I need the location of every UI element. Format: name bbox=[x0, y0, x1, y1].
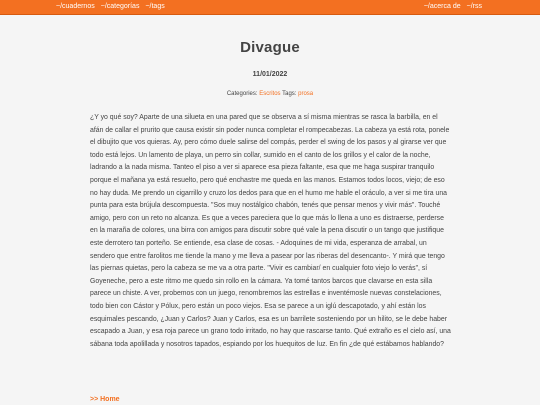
nav-link-acerca-de[interactable]: ~/acerca de bbox=[423, 3, 461, 10]
categories-label: Categories: bbox=[226, 91, 258, 97]
post-date: 11/01/2022 bbox=[252, 71, 288, 78]
category-link[interactable]: Escritos bbox=[259, 91, 281, 97]
nav-left-group bbox=[56, 0, 171, 14]
top-nav-bar bbox=[0, 0, 540, 15]
post-body: ¿Y yo qué soy? Aparte de una silueta en una pared que se observa a sí misma mientras se rasca la barbilla, en el afán de callar el prurito que causa existir sin poder nunca completar el rompecabezas. La cabeza ya está rota, ponele el dibujito que vos quieras. Ay, pero cómo duele salirse del compás, perder el swing de los pasos y al girarse ver que todo está lejos. Un lamento de playa, un perro sin collar, sumido en el canto de los grillos y el calor de la noche, ladrando a la nada misma. Tanteo el piso a ver si aparece esa pieza faltante, esa que me haga suspirar tranquilo porque el mañana ya está resuelto, pero qué enchastre me queda en las manos. Estamos todos locos, viejo; de eso no hay duda. Me prendo un cigarrillo y cruzo los dedos para que en el humo me hable el oráculo, a ver si me tira una punta para esta brújula descompuesta. "Sos muy nostálgico chabón, tenés que pensar menos y vivir más". Touché amigo, pero con un reto no alcanza. Es que a veces pareciera que lo que más lo llena a uno es distraerse, perderse en la maraña de colores, una birra con amigos para discutir sobre qué vale la pena discutir o un tango que justifique este derrotero tan porteño. Se entiende, esa clase de cosas. - Adoquines de mi vida, esperanza de arrabal, un sendero que entre farolitos me tiende la mano y me lleva a pasear por las riberas del desencanto-. Y mirá que tengo las piernas quietas, pero la cabeza se me va a otra parte. "Vivir es cambiar/ en cualquier foto viejo lo verás", sí Goyeneche, pero a este ritmo me quedo sin rollo en la cámara. Ya tomé tantos barcos que clavarse en esta silla parece un chiste. A ver, probemos con un juego, renombremos las estrellas e inventémosle nuevas constelaciones, todo bien con Cástor y Pólux, pero están un poco viejos. Esa se parece a un iglú descapotado, y ahí están los esquimales pescando, ¿Juan y Carlos? Juan y Carlos, esa es un barrilete sosteniendo por un hilito, se le debe haber escapado a Juan, y esa roja parece un grano todo irritado, no hay que rascarse tanto. Qué extraño es el cielo así, una sábana toda apolillada y nosotros tapados, espiando por los huequitos de luz. En fin ¿de qué estábamos hablando? bbox=[90, 114, 451, 348]
nav-link-cuadernos[interactable]: ~/cuadernos bbox=[56, 3, 95, 10]
nav-link-tags[interactable]: ~/tags bbox=[145, 3, 165, 10]
nav-link-categorias[interactable]: ~/categorías bbox=[100, 3, 140, 10]
post-meta bbox=[0, 91, 540, 97]
post-title: Divague bbox=[240, 39, 300, 56]
tags-label: Tags: bbox=[282, 91, 297, 97]
nav-right-group bbox=[418, 0, 482, 14]
nav-link-rss[interactable]: ~/rss bbox=[466, 3, 482, 10]
home-link[interactable]: >> Home bbox=[90, 396, 120, 403]
tag-link[interactable]: prosa bbox=[298, 91, 314, 97]
